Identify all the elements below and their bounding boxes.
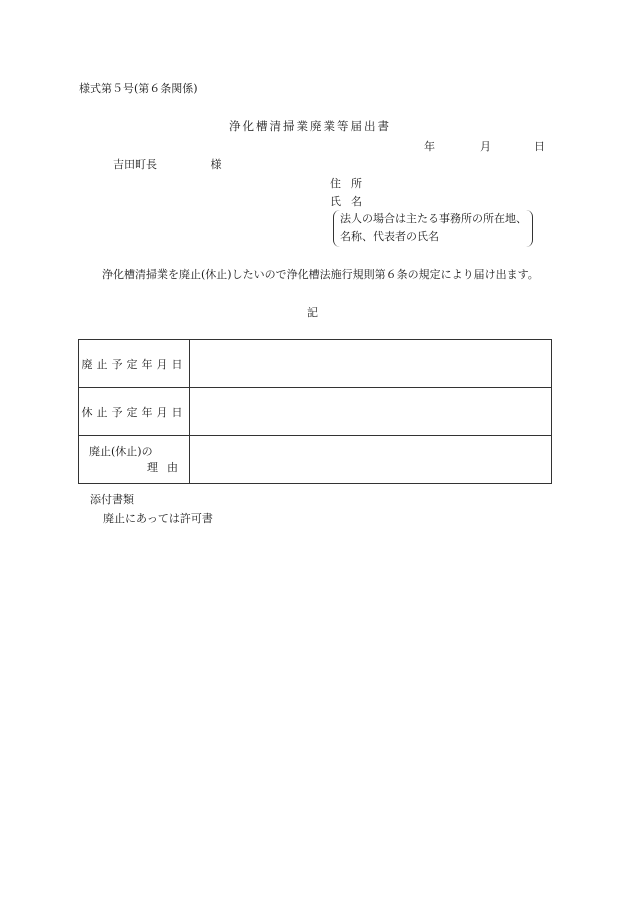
table-row bbox=[79, 436, 552, 484]
date-day-label: 日 bbox=[534, 140, 545, 153]
address-label: 住所 bbox=[330, 177, 372, 190]
details-table bbox=[78, 339, 552, 484]
addressee-honorific: 様 bbox=[210, 158, 222, 171]
reason-value[interactable] bbox=[190, 436, 552, 484]
abolition-date-value[interactable] bbox=[190, 340, 552, 388]
name-label: 氏名 bbox=[330, 195, 372, 208]
date-month-label: 月 bbox=[480, 140, 491, 153]
addressee-name: 吉田町長 bbox=[113, 158, 157, 171]
addressee bbox=[113, 156, 222, 172]
reason-label bbox=[79, 436, 190, 484]
date-line bbox=[424, 138, 545, 154]
reason-label-line1: 廃止(休止)の bbox=[89, 444, 153, 458]
ki-marker: 記 bbox=[307, 306, 318, 319]
attachments-item: 廃止にあっては許可書 bbox=[103, 512, 213, 525]
document-title: 浄化槽清掃業廃業等届出書 bbox=[229, 119, 391, 133]
suspension-date-label: 休止予定年月日 bbox=[79, 388, 190, 436]
corporate-note-bracket bbox=[333, 210, 533, 247]
abolition-date-label: 廃止予定年月日 bbox=[79, 340, 190, 388]
attachments-title: 添付書類 bbox=[90, 493, 134, 506]
corporate-note-text: 法人の場合は主たる事務所の所在地、名称、代表者の氏名 bbox=[340, 212, 527, 243]
date-year-label: 年 bbox=[424, 140, 435, 153]
table-row bbox=[79, 340, 552, 388]
statement-paragraph bbox=[86, 265, 554, 284]
reason-label-line2: 理由 bbox=[147, 460, 187, 474]
form-number: 様式第５号(第６条関係) bbox=[79, 82, 198, 95]
suspension-date-value[interactable] bbox=[190, 388, 552, 436]
table-row bbox=[79, 388, 552, 436]
statement-text: 浄化槽清掃業を廃止(休止)したいので浄化槽法施行規則第６条の規定により届け出ます。 bbox=[102, 268, 539, 281]
